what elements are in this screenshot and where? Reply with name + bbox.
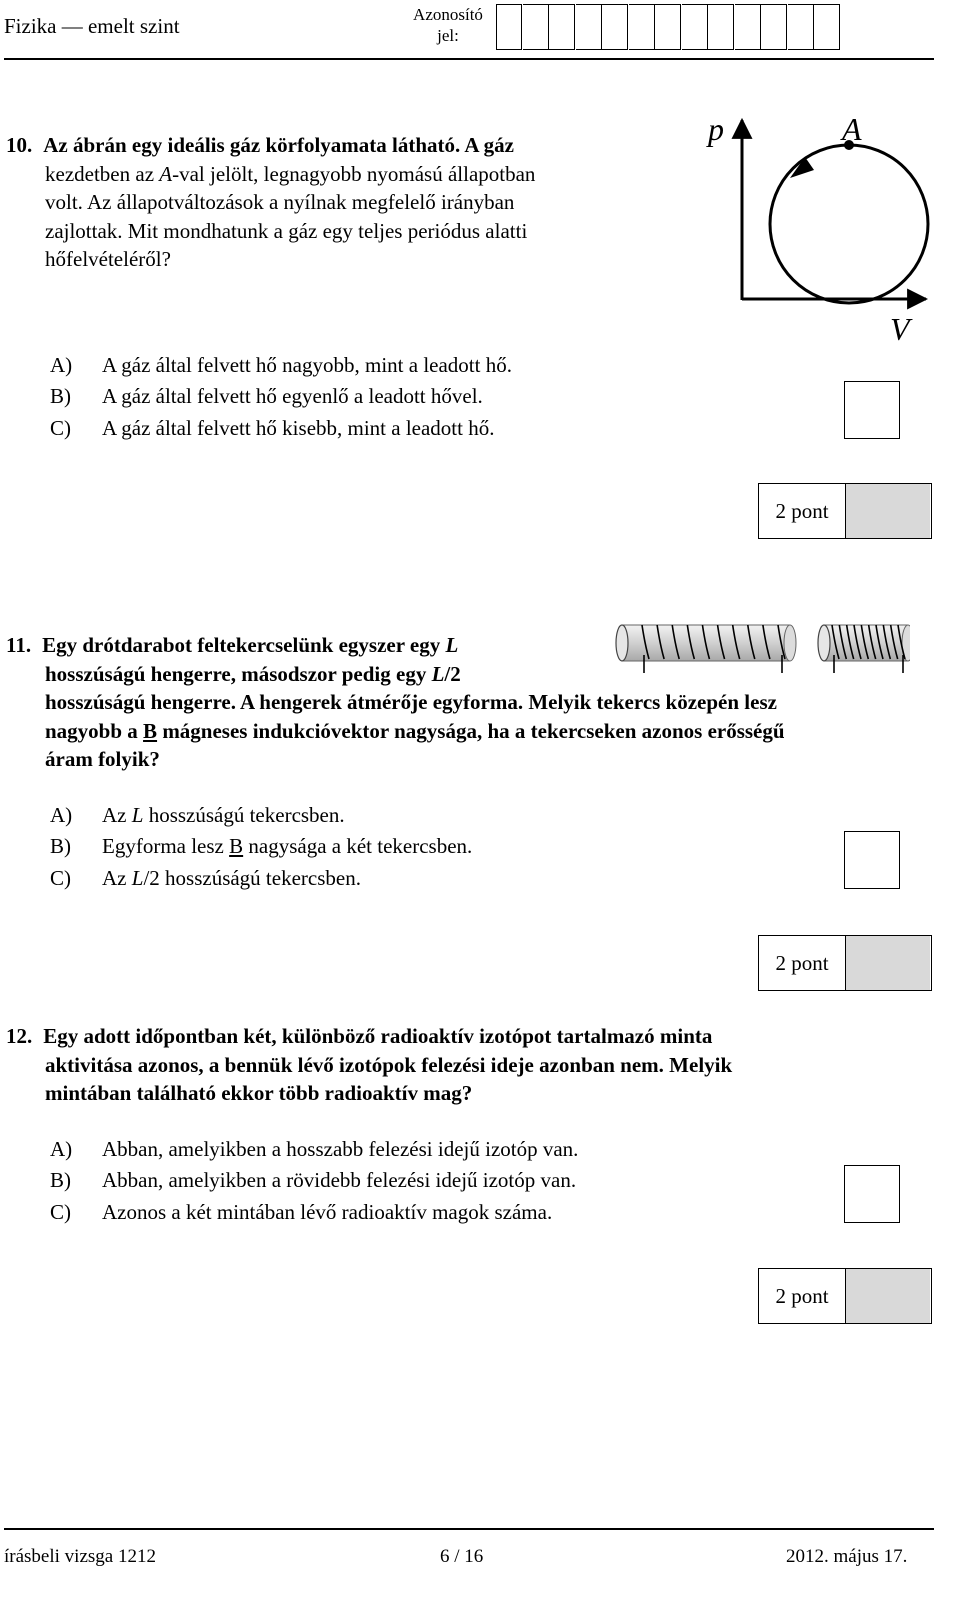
id-code-box[interactable] [549, 4, 575, 50]
id-code-box[interactable] [708, 4, 734, 50]
p-axis-label: p [708, 111, 724, 147]
q11-answer-box[interactable] [844, 831, 900, 889]
q11-points-box: 2 pont [758, 935, 932, 991]
q12-points-box: 2 pont [758, 1268, 932, 1324]
footer-divider [4, 1528, 934, 1530]
header-divider [4, 58, 934, 60]
exam-subject-title: Fizika — emelt szint [4, 14, 180, 38]
id-label: Azonosító jel: [413, 5, 483, 45]
id-code-box[interactable] [682, 4, 708, 50]
q11-score-field[interactable] [846, 936, 930, 990]
q10-answer-box[interactable] [844, 381, 900, 439]
long-coil [616, 625, 796, 673]
id-code-box[interactable] [629, 4, 655, 50]
short-coil [818, 625, 910, 673]
id-code-box[interactable] [523, 4, 549, 50]
q10-stem: 10. Az ábrán egy ideális gáz körfolyamata látható. A gáz kezdetben az A-val jelölt, legnagyobb nyomású állapotban volt. Az állapotváltozások a nyílnak megfelelő irányban zajlottak. Mit mondhatunk a gáz egy teljes periódus alatti hőfelvételéről? [6, 133, 536, 271]
q11-stem: 11. Egy drótdarabot feltekercselünk egyszer egy L hosszúságú hengerre, másodszor pedig egy L/2 hosszúságú hengerre. A hengerek átmérője egyforma. Melyik tekercs közepén lesz nagyobb a B mágneses indukcióvektor nagysága, ha a tekercseken azonos erősségű áram folyik? [6, 633, 785, 771]
footer-page-number: 6 / 16 [440, 1546, 484, 1567]
coils-illustration [610, 615, 910, 675]
q12-stem: 12. Egy adott időpontban két, különböző radioaktív izotópot tartalmazó minta aktivitása azonos, a bennük lévő izotópok felezési ideje azonban nem. Melyik mintában található ekkor több radioaktív mag? [6, 1024, 733, 1105]
id-code-box[interactable] [496, 4, 522, 50]
pv-cycle-diagram [690, 100, 930, 350]
id-code-box[interactable] [788, 4, 814, 50]
q10-points-box: 2 pont [758, 483, 932, 539]
q12-score-field[interactable] [846, 1269, 930, 1323]
q11-number: 11. [6, 633, 32, 657]
id-code-box[interactable] [602, 4, 628, 50]
point-a-label: A [842, 111, 862, 147]
q10-number: 10. [6, 133, 33, 157]
q12-answer-box[interactable] [844, 1165, 900, 1223]
id-code-box[interactable] [735, 4, 761, 50]
id-code-box[interactable] [814, 4, 840, 50]
footer-date: 2012. május 17. [786, 1546, 908, 1567]
id-code-box[interactable] [761, 4, 787, 50]
id-code-box[interactable] [576, 4, 602, 50]
id-code-box[interactable] [655, 4, 681, 50]
q10-score-field[interactable] [846, 484, 930, 538]
cycle-circle [770, 145, 928, 303]
footer-exam-code: írásbeli vizsga 1212 [4, 1546, 156, 1567]
v-axis-label: V [890, 311, 910, 347]
q12-number: 12. [6, 1024, 33, 1048]
